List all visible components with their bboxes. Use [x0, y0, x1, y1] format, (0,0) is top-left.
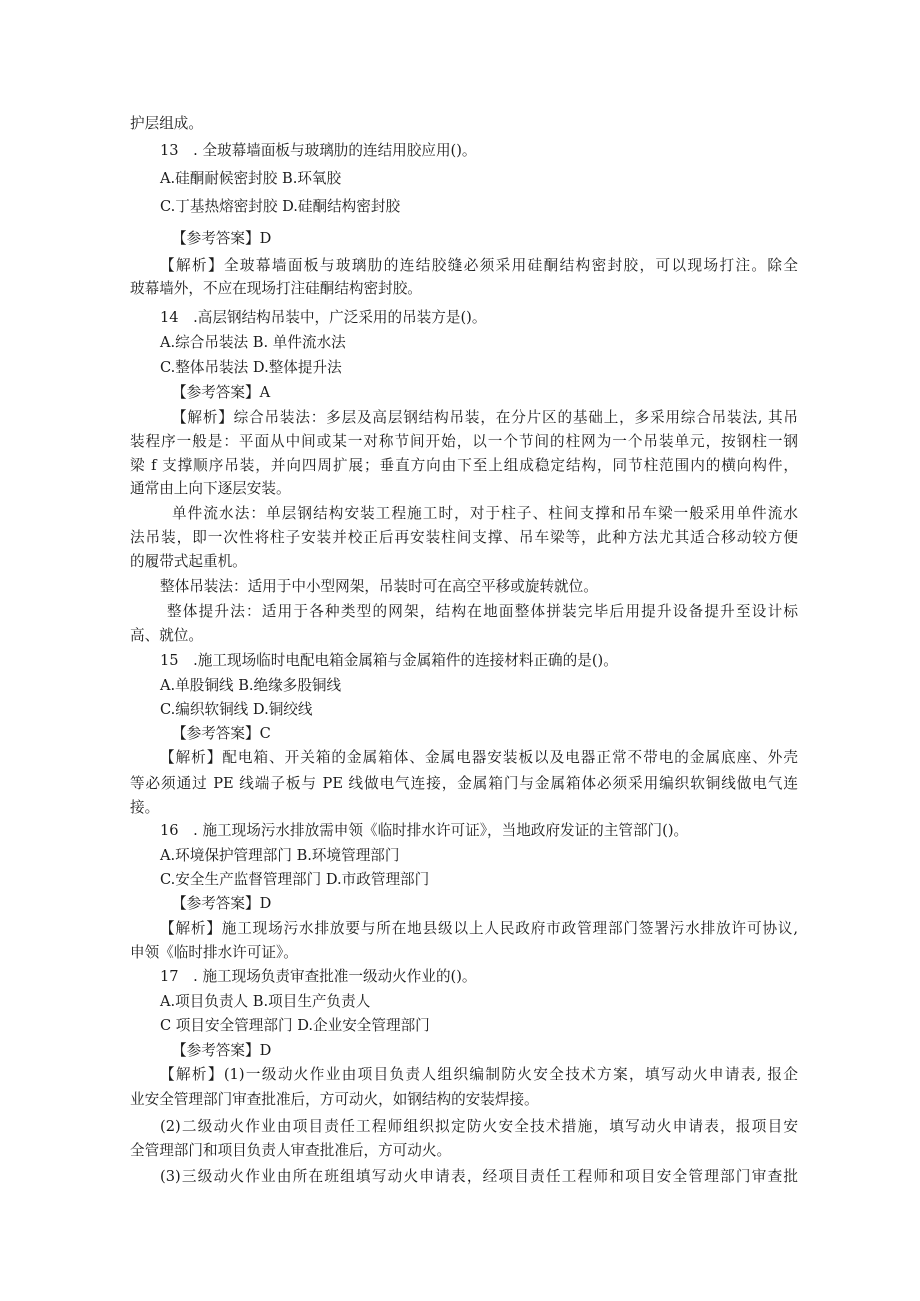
question-17-options-ab: A.项目负责人 B.项目生产负责人 [160, 993, 371, 1010]
question-17-analysis-level2: (2)二级动火作业由项目责任工程师组织拟定防火安全技术措施，填写动火申请表，报项目安 [160, 1118, 798, 1135]
question-14-analysis-single-cont: 法吊装，即一次性将柱子安装并校正后再安装柱间支撑、吊车梁等，此种方法尤其适合移动较方便 [130, 529, 798, 546]
question-13-analysis: 【解析】全玻幕墙面板与玻璃肋的连结胶缝必须采用硅酮结构密封胶，可以现场打注。除全 [160, 257, 798, 274]
question-14-analysis-cont: 通常由上向下逐层安装。 [130, 480, 291, 497]
question-16-answer: 【参考答案】D [172, 895, 272, 912]
question-17: 17 . 施工现场负责审查批准一级动火作业的()。 [160, 968, 477, 985]
question-14-options-ab: A.综合吊装法 B. 单件流水法 [160, 334, 346, 351]
question-13-analysis-cont: 玻幕墙外，不应在现场打注硅酮结构密封胶。 [130, 280, 422, 297]
question-15-answer: 【参考答案】C [172, 725, 271, 742]
question-16-options-ab: A.环境保护管理部门 B.环境管理部门 [160, 847, 400, 864]
question-14-analysis-cont: 装程序一般是：平面从中间或某一对称节间开始，以一个节间的柱网为一个吊装单元，按钢柱一钢 [130, 433, 798, 450]
question-17-analysis-level2-cont: 全管理部门和项目负责人审查批准后，方可动火。 [130, 1142, 452, 1159]
question-16: 16 . 施工现场污水排放需申领《临时排水许可证》，当地政府发证的主管部门()。 [160, 822, 689, 839]
question-13-options-ab: A.硅酮耐候密封胶 B.环氧胶 [160, 170, 342, 187]
question-14-answer: 【参考答案】A [172, 384, 271, 401]
question-15-analysis: 【解析】配电箱、开关箱的金属箱体、金属电器安装板以及电器正常不带电的金属底座、外壳 [160, 749, 798, 766]
question-14-analysis-whole-raise-cont: 高、就位。 [130, 627, 203, 644]
question-14-analysis-single: 单件流水法：单层钢结构安装工程施工时，对于柱子、柱间支撑和吊车梁一般采用单件流水 [172, 505, 798, 522]
question-14-analysis-cont: 梁 f 支撑顺序吊装，并向四周扩展；垂直方向由下至上组成稳定结构，同节柱范围内的横向构件， [130, 457, 798, 474]
question-16-options-cd: C.安全生产监督管理部门 D.市政管理部门 [160, 871, 430, 888]
question-16-analysis: 【解析】施工现场污水排放要与所在地县级以上人民政府市政管理部门签署污水排放许可协议, [160, 920, 798, 937]
question-14-options-cd: C.整体吊装法 D.整体提升法 [160, 359, 342, 376]
question-14: 14 .高层钢结构吊装中，广泛采用的吊装方是()。 [160, 309, 487, 326]
question-14-analysis-whole-lift: 整体吊装法：适用于中小型网架，吊装时可在高空平移或旋转就位。 [160, 578, 598, 595]
question-13-options-cd: C.丁基热熔密封胶 D.硅酮结构密封胶 [160, 198, 401, 215]
question-16-analysis-cont: 申领《临时排水许可证》。 [130, 944, 298, 961]
question-15-analysis-cont: 等必须通过 PE 线端子板与 PE 线做电气连接，金属箱门与金属箱体必须采用编织软铜线做电气连 [130, 775, 798, 792]
question-13: 13 . 全玻幕墙面板与玻璃肋的连结用胶应用()。 [160, 142, 477, 159]
question-14-analysis-whole-raise: 整体提升法：适用于各种类型的网架，结构在地面整体拼装完毕后用提升设备提升至设计标 [167, 603, 798, 620]
question-17-options-cd: C 项目安全管理部门 D.企业安全管理部门 [160, 1017, 430, 1034]
question-15: 15 .施工现场临时电配电箱金属箱与金属箱件的连接材料正确的是()。 [160, 652, 618, 669]
question-15-options-ab: A.单股铜线 B.绝缘多股铜线 [160, 677, 342, 694]
question-15-analysis-cont: 接。 [130, 799, 160, 816]
question-17-analysis: 【解析】(1)一级动火作业由项目负责人组织编制防火安全技术方案，填写动火申请表, 报企 [160, 1066, 798, 1083]
question-14-analysis-single-cont: 的履带式起重机。 [130, 553, 247, 570]
text-line: 护层组成。 [130, 115, 203, 132]
question-15-options-cd: C.编织软铜线 D.铜绞线 [160, 701, 313, 718]
question-13-answer: 【参考答案】D [172, 230, 272, 247]
question-17-answer: 【参考答案】D [172, 1042, 272, 1059]
question-17-analysis-cont: 业安全管理部门审查批准后，方可动火，如钢结构的安装焊接。 [130, 1091, 539, 1108]
question-17-analysis-level3: (3)三级动火作业由所在班组填写动火申请表，经项目责任工程师和项目安全管理部门审查批 [160, 1168, 798, 1185]
question-14-analysis: 【解析】综合吊装法：多层及高层钢结构吊装，在分片区的基础上，多采用综合吊装法, 其吊 [172, 409, 798, 426]
